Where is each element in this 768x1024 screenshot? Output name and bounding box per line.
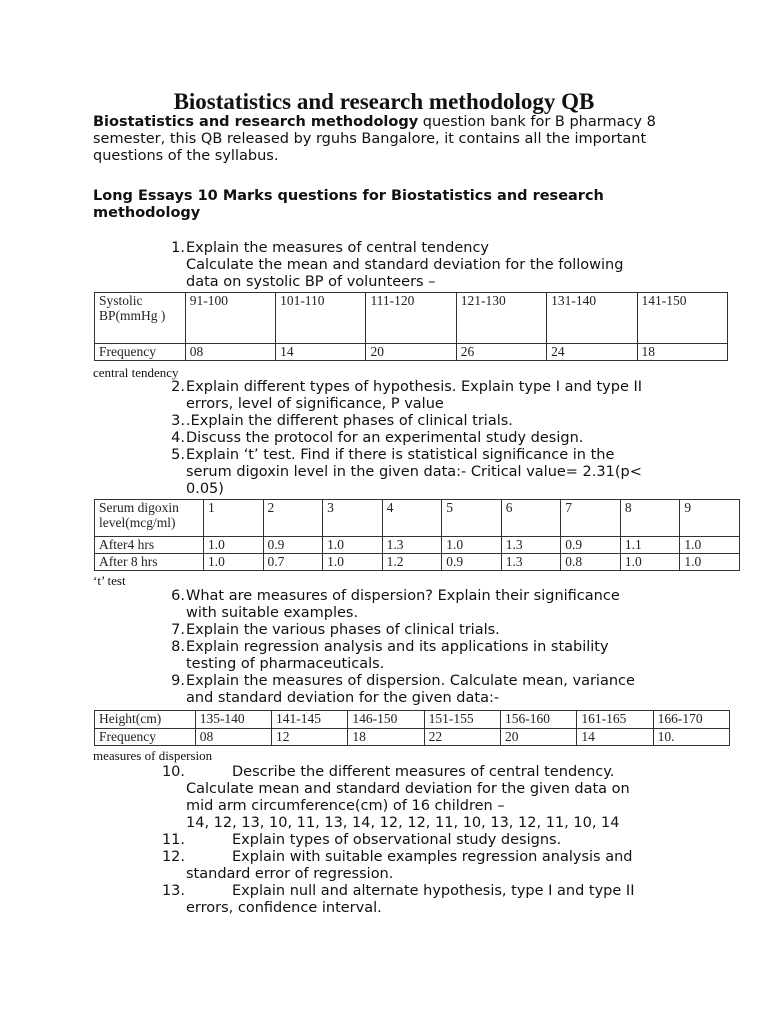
table-cell: 156-160 xyxy=(501,711,577,729)
table-cell: 1.0 xyxy=(442,537,502,554)
table-cell: Systolic BP(mmHg ) xyxy=(95,293,186,344)
question-line: Explain ‘t’ test. Find if there is statistical significance in the xyxy=(186,447,615,463)
table-cell: 5 xyxy=(442,500,502,537)
serum-digoxin-table xyxy=(94,499,740,571)
table-cell: 1.0 xyxy=(680,537,740,554)
table-cell: Height(cm) xyxy=(95,711,196,729)
table-cell: 2 xyxy=(263,500,323,537)
question-line: Explain regression analysis and its applications in stability xyxy=(186,639,609,655)
table-cell: 101-110 xyxy=(276,293,366,344)
table-cell: 1.0 xyxy=(680,554,740,571)
question-line: serum digoxin level in the given data:- Critical value= 2.31(p< xyxy=(186,464,642,480)
question-number: 5. xyxy=(171,447,185,463)
table-cell: After4 hrs xyxy=(95,537,204,554)
table-cell: 1.2 xyxy=(382,554,442,571)
intro-paragraph xyxy=(93,114,693,165)
question-number: 10. xyxy=(161,764,185,780)
question-number: 2. xyxy=(171,379,185,395)
question-number: 1. xyxy=(171,240,185,256)
table-cell: Frequency xyxy=(95,344,186,361)
table-cell: 14 xyxy=(577,729,653,746)
table-cell: 1.0 xyxy=(204,537,264,554)
table-cell: 0.9 xyxy=(442,554,502,571)
table-cell: 3 xyxy=(323,500,383,537)
table-cell: 135-140 xyxy=(195,711,271,729)
table-cell: After 8 hrs xyxy=(95,554,204,571)
table-cell: 1 xyxy=(204,500,264,537)
question-line: Explain the measures of central tendency xyxy=(186,240,489,256)
table-cell: 08 xyxy=(185,344,275,361)
question-line: What are measures of dispersion? Explain their significance xyxy=(186,588,620,604)
table-cell: 1.1 xyxy=(620,537,680,554)
question-line: Explain different types of hypothesis. Explain type I and type II xyxy=(186,379,643,395)
question-line: Calculate mean and standard deviation for the given data on xyxy=(186,781,630,797)
table-cell: 1.3 xyxy=(382,537,442,554)
table-cell: 1.3 xyxy=(501,554,561,571)
intro-bold: Biostatistics and research methodology xyxy=(93,114,419,130)
question-line: errors, confidence interval. xyxy=(186,900,382,916)
table-row xyxy=(95,344,728,361)
table-cell: 0.7 xyxy=(263,554,323,571)
section-heading: Long Essays 10 Marks questions for Biostatistics and research methodology xyxy=(93,188,604,221)
table-cell: 24 xyxy=(547,344,637,361)
table-cell: Serum digoxin level(mcg/ml) xyxy=(95,500,204,537)
question-line: Calculate the mean and standard deviation for the following xyxy=(186,257,624,273)
table-cell: 20 xyxy=(366,344,456,361)
question-line: testing of pharmaceuticals. xyxy=(186,656,385,672)
table-cell: 141-145 xyxy=(272,711,348,729)
question-line: Explain null and alternate hypothesis, type I and type II xyxy=(232,883,635,899)
table-header-row xyxy=(95,711,730,729)
table-cell: 1.0 xyxy=(204,554,264,571)
question-line: Explain types of observational study designs. xyxy=(232,832,562,848)
question-number: 6. xyxy=(171,588,185,604)
table-caption: measures of dispersion xyxy=(93,748,213,763)
height-frequency-table xyxy=(94,710,730,746)
question-number: 8. xyxy=(171,639,185,655)
question-line: data on systolic BP of volunteers – xyxy=(186,274,436,290)
table-cell: 08 xyxy=(195,729,271,746)
table-cell: 14 xyxy=(276,344,366,361)
question-line: Explain the various phases of clinical trials. xyxy=(186,622,500,638)
question-line: .Explain the different phases of clinical trials. xyxy=(186,413,513,429)
table-cell: 141-150 xyxy=(637,293,727,344)
table-cell: 6 xyxy=(501,500,561,537)
table-header-row xyxy=(95,293,728,344)
question-number: 12. xyxy=(161,849,185,865)
table-cell: 1.0 xyxy=(620,554,680,571)
table-cell: 1.3 xyxy=(501,537,561,554)
table-cell: 12 xyxy=(272,729,348,746)
question-number: 9. xyxy=(171,673,185,689)
table-cell: 9 xyxy=(680,500,740,537)
table-row xyxy=(95,554,740,571)
table-cell: 161-165 xyxy=(577,711,653,729)
question-line: Explain the measures of dispersion. Calculate mean, variance xyxy=(186,673,635,689)
table-cell: Frequency xyxy=(95,729,196,746)
table-cell: 18 xyxy=(637,344,727,361)
table-cell: 151-155 xyxy=(424,711,500,729)
question-line: Explain with suitable examples regression analysis and xyxy=(232,849,633,865)
table-caption: ‘t’ test xyxy=(93,573,126,588)
table-cell: 146-150 xyxy=(348,711,424,729)
table-cell: 22 xyxy=(424,729,500,746)
question-line: 0.05) xyxy=(186,481,224,497)
question-line: standard error of regression. xyxy=(186,866,394,882)
table-row xyxy=(95,537,740,554)
page-title: Biostatistics and research methodology QB xyxy=(173,89,595,114)
intro-text: question bank for B pharmacy 8 semester, this QB released by rguhs Bangalore, it contains all the important questions of the syllabus. xyxy=(93,114,656,164)
table-cell: 26 xyxy=(456,344,546,361)
table-header-row xyxy=(95,500,740,537)
table-cell: 18 xyxy=(348,729,424,746)
question-number: 3. xyxy=(171,413,185,429)
question-number: 13. xyxy=(161,883,185,899)
question-number: 11. xyxy=(161,832,185,848)
table-cell: 121-130 xyxy=(456,293,546,344)
table-cell: 1.0 xyxy=(323,537,383,554)
question-number: 4. xyxy=(171,430,185,446)
table-row xyxy=(95,729,730,746)
table-cell: 8 xyxy=(620,500,680,537)
table-cell: 131-140 xyxy=(547,293,637,344)
table-caption: central tendency xyxy=(93,365,179,380)
table-cell: 111-120 xyxy=(366,293,456,344)
table-cell: 20 xyxy=(501,729,577,746)
table-cell: 0.9 xyxy=(561,537,621,554)
table-cell: 0.8 xyxy=(561,554,621,571)
table-cell: 91-100 xyxy=(185,293,275,344)
table-cell: 7 xyxy=(561,500,621,537)
table-cell: 0.9 xyxy=(263,537,323,554)
question-line: with suitable examples. xyxy=(186,605,359,621)
question-line: Describe the different measures of central tendency. xyxy=(232,764,615,780)
table-cell: 166-170 xyxy=(653,711,729,729)
question-number: 7. xyxy=(171,622,185,638)
question-line: 14, 12, 13, 10, 11, 13, 14, 12, 12, 11, 10, 13, 12, 11, 10, 14 xyxy=(186,815,620,831)
question-line: Discuss the protocol for an experimental study design. xyxy=(186,430,584,446)
table-cell: 1.0 xyxy=(323,554,383,571)
question-line: mid arm circumference(cm) of 16 children – xyxy=(186,798,505,814)
systolic-bp-table xyxy=(94,292,728,361)
table-cell: 10. xyxy=(653,729,729,746)
question-line: errors, level of significance, P value xyxy=(186,396,444,412)
table-cell: 4 xyxy=(382,500,442,537)
question-line: and standard deviation for the given data:- xyxy=(186,690,500,706)
